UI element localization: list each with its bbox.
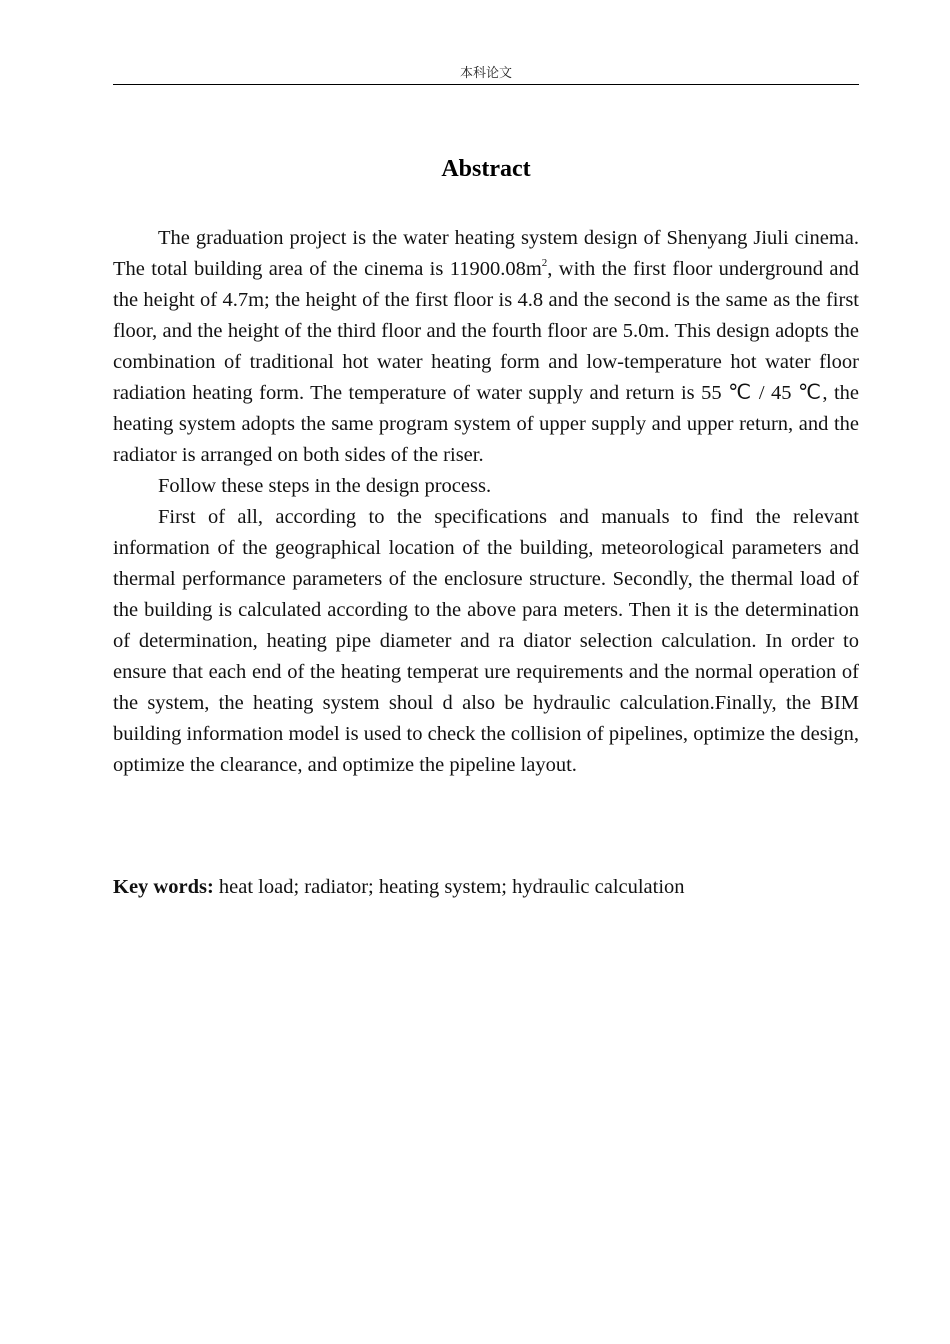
abstract-paragraph-2: Follow these steps in the design process.: [158, 475, 492, 497]
keywords-label: Key words:: [113, 876, 214, 898]
keywords-line: [113, 872, 859, 903]
abstract-paragraph-1: [113, 223, 859, 471]
paragraph-1-text-a: The graduation project is the water heating system design of Shenyang Jiuli cinema. The total building area of the cinema is 11900.08m: [113, 227, 859, 280]
keywords-text: heat load; radiator; heating system; hydraulic calculation: [213, 876, 685, 898]
abstract-paragraph-3: First of all, according to the specifications and manuals to find the relevant information of the geographical location of the building, meteorological parameters and thermal performance parameters of the enclosure structure. Secondly, the thermal load of the building is calculated according to the above para meters. Then it is the determination of determination, heating pipe diameter and ra diator selection calculation. In order to ensure that each end of the heating temperat ure requirements and the normal operation of the system, the heating system shoul d also be hydraulic calculation.Finally, the BIM building information model is used to check the collision of pipelines, optimize the design, optimize the clearance, and optimize the pipeline layout.: [113, 506, 859, 776]
abstract-body: [113, 223, 859, 781]
paragraph-1-text-b: , with the first floor underground and the height of 4.7m; the height of the first floor is 4.8 and the second is the same as the first floor, and the height of the third floor and the fourth floor are 5.0m. This design adopts the combination of traditional hot water heating form and low-temperature hot water floor radiation heating form. The temperature of water supply and return is 55 ℃ / 45 ℃, the heating system adopts the same program system of upper supply and upper return, and the radiator is arranged on both sides of the riser.: [113, 258, 860, 466]
area-superscript: 2: [541, 257, 548, 269]
abstract-title: Abstract: [441, 156, 531, 182]
header-rule: [113, 84, 859, 85]
running-header: 本科论文: [459, 66, 512, 81]
